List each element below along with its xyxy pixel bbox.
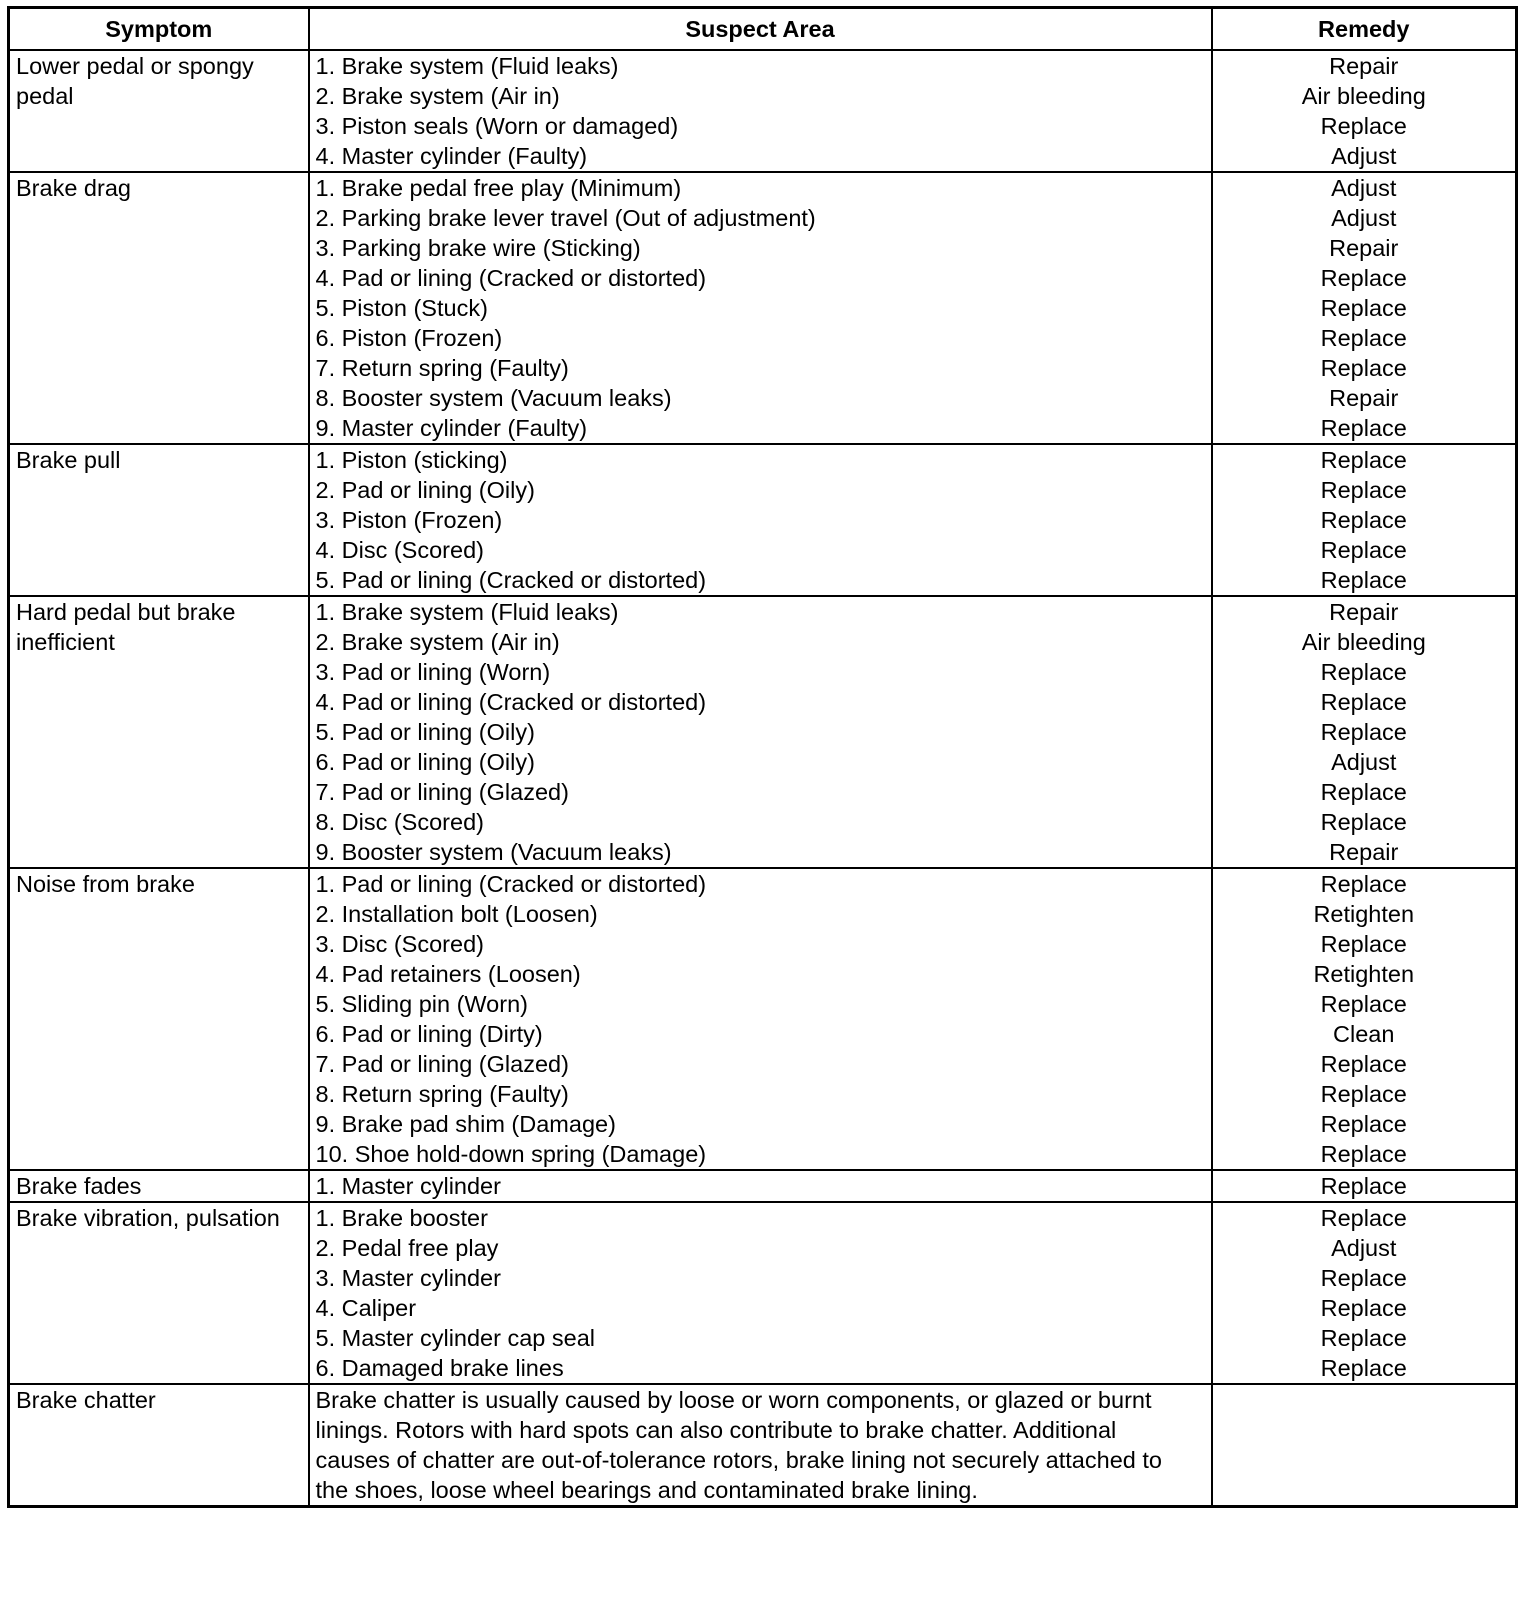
suspect-item: 4. Pad retainers (Loosen) [315,961,581,987]
remedy-item: Replace [1320,719,1407,745]
remedy-item: Replace [1320,537,1407,563]
suspect-area-cell [309,1384,1212,1507]
suspect-item: 3. Piston seals (Worn or damaged) [315,113,679,139]
remedy-item: Replace [1320,689,1407,715]
remedy-item: Adjust [1331,205,1397,231]
remedy-item: Replace [1320,931,1407,957]
remedy-item: Replace [1320,477,1407,503]
suspect-item: 4. Pad or lining (Cracked or distorted) [315,689,707,715]
table-row [9,444,1517,596]
remedy-cell [1212,596,1517,868]
remedy-item: Adjust [1331,749,1397,775]
suspect-item: 2. Parking brake lever travel (Out of adjustment) [315,205,816,231]
remedy-item: Clean [1333,1021,1395,1047]
suspect-item: 6. Damaged brake lines [315,1355,564,1381]
table-row [9,50,1517,172]
suspect-item: 1. Brake system (Fluid leaks) [315,599,619,625]
symptom-cell: Noise from brake [9,868,309,1170]
suspect-item: 3. Disc (Scored) [315,931,484,957]
remedy-item: Repair [1329,599,1399,625]
suspect-item: 4. Disc (Scored) [315,537,484,563]
remedy-item: Air bleeding [1301,629,1426,655]
suspect-item: 9. Brake pad shim (Damage) [315,1111,616,1137]
symptom-cell: Brake drag [9,172,309,444]
suspect-item: 9. Booster system (Vacuum leaks) [315,839,672,865]
remedy-item: Replace [1320,991,1407,1017]
suspect-area-cell [309,172,1212,444]
suspect-item: 4. Pad or lining (Cracked or distorted) [315,265,707,291]
remedy-item: Replace [1320,1051,1407,1077]
suspect-item: 8. Return spring (Faulty) [315,1081,569,1107]
remedy-item: Repair [1329,839,1399,865]
table-row [9,1384,1517,1507]
remedy-item: Replace [1320,659,1407,685]
remedy-cell [1212,1202,1517,1384]
suspect-area-cell [309,596,1212,868]
suspect-item: 7. Return spring (Faulty) [315,355,569,381]
table-row [9,868,1517,1170]
remedy-cell [1212,868,1517,1170]
suspect-item: 5. Master cylinder cap seal [315,1325,596,1351]
suspect-item: 8. Disc (Scored) [315,809,484,835]
remedy-item: Replace [1320,295,1407,321]
remedy-item: Replace [1320,1325,1407,1351]
suspect-item: 3. Parking brake wire (Sticking) [315,235,641,261]
suspect-item: 7. Pad or lining (Glazed) [315,1051,569,1077]
remedy-item: Retighten [1313,961,1415,987]
suspect-item: 2. Brake system (Air in) [315,83,560,109]
symptom-cell: Lower pedal or spongy pedal [9,50,309,172]
remedy-item: Repair [1329,235,1399,261]
remedy-cell [1212,50,1517,172]
remedy-item: Retighten [1313,901,1415,927]
suspect-item: 8. Booster system (Vacuum leaks) [315,385,672,411]
suspect-area-cell [309,868,1212,1170]
suspect-item: 1. Master cylinder [315,1173,501,1199]
suspect-item: 1. Brake booster [315,1205,488,1231]
suspect-area-cell [309,1202,1212,1384]
remedy-cell [1212,1170,1517,1202]
remedy-item: Replace [1320,809,1407,835]
table-row [9,596,1517,868]
suspect-item: 2. Pedal free play [315,1235,499,1261]
suspect-item: 3. Pad or lining (Worn) [315,659,551,685]
suspect-item: 2. Pad or lining (Oily) [315,477,535,503]
remedy-item: Replace [1320,871,1407,897]
remedy-item: Adjust [1331,143,1397,169]
suspect-item: 6. Piston (Frozen) [315,325,503,351]
remedy-item: Replace [1320,447,1407,473]
remedy-item: Replace [1320,507,1407,533]
table-body [9,50,1517,1507]
suspect-item: 4. Caliper [315,1295,417,1321]
symptom-cell: Brake vibration, pulsation [9,1202,309,1384]
suspect-item: 1. Piston (sticking) [315,447,508,473]
troubleshooting-table [7,6,1518,1508]
suspect-item: 5. Pad or lining (Cracked or distorted) [315,567,707,593]
symptom-cell: Hard pedal but brake inefficient [9,596,309,868]
suspect-item: 1. Brake system (Fluid leaks) [315,53,619,79]
remedy-item: Replace [1320,265,1407,291]
remedy-item: Replace [1320,779,1407,805]
suspect-area-cell [309,444,1212,596]
remedy-item: Replace [1320,1081,1407,1107]
suspect-area-header: Suspect Area [309,8,1212,51]
suspect-item: 5. Sliding pin (Worn) [315,991,528,1017]
remedy-item: Replace [1320,1265,1407,1291]
remedy-item: Replace [1320,1295,1407,1321]
suspect-item: 2. Installation bolt (Loosen) [315,901,598,927]
suspect-item: 1. Brake pedal free play (Minimum) [315,175,682,201]
remedy-item: Repair [1329,385,1399,411]
suspect-item: 3. Master cylinder [315,1265,501,1291]
remedy-cell [1212,1384,1517,1507]
remedy-cell [1212,444,1517,596]
suspect-item: 2. Brake system (Air in) [315,629,560,655]
remedy-item: Replace [1320,355,1407,381]
remedy-item: Replace [1320,1355,1407,1381]
symptom-cell: Brake pull [9,444,309,596]
symptom-cell: Brake chatter [9,1384,309,1507]
symptom-header: Symptom [9,8,309,51]
table-row [9,1170,1517,1202]
remedy-item: Replace [1320,415,1407,441]
suspect-item: 10. Shoe hold-down spring (Damage) [315,1141,707,1167]
header-row [9,8,1517,51]
suspect-item: 6. Pad or lining (Dirty) [315,1021,543,1047]
remedy-item: Repair [1329,53,1399,79]
suspect-area-cell [309,1170,1212,1202]
table-row [9,172,1517,444]
remedy-item: Replace [1320,1111,1407,1137]
symptom-cell: Brake fades [9,1170,309,1202]
suspect-note: Brake chatter is usually caused by loose or worn components, or glazed or burnt linings. Rotors with hard spots can also contribute to brake chatter. Additional causes of chatter are out-of-tolerance rotors, brake lining not securely attached to the shoes, loose wheel bearings and contaminated brake lining. [315,1387,1162,1503]
remedy-cell [1212,172,1517,444]
remedy-item: Air bleeding [1301,83,1426,109]
suspect-item: 7. Pad or lining (Glazed) [315,779,569,805]
table-row [9,1202,1517,1384]
suspect-item: 9. Master cylinder (Faulty) [315,415,588,441]
suspect-item: 3. Piston (Frozen) [315,507,503,533]
suspect-item: 4. Master cylinder (Faulty) [315,143,588,169]
remedy-item: Adjust [1331,175,1397,201]
suspect-item: 1. Pad or lining (Cracked or distorted) [315,871,707,897]
suspect-item: 5. Piston (Stuck) [315,295,488,321]
remedy-header: Remedy [1212,8,1517,51]
remedy-item: Replace [1320,1173,1407,1199]
remedy-item: Adjust [1331,1235,1397,1261]
remedy-item: Replace [1320,325,1407,351]
suspect-item: 5. Pad or lining (Oily) [315,719,535,745]
remedy-item: Replace [1320,113,1407,139]
suspect-item: 6. Pad or lining (Oily) [315,749,535,775]
remedy-item: Replace [1320,567,1407,593]
remedy-item: Replace [1320,1141,1407,1167]
remedy-item: Replace [1320,1205,1407,1231]
suspect-area-cell [309,50,1212,172]
